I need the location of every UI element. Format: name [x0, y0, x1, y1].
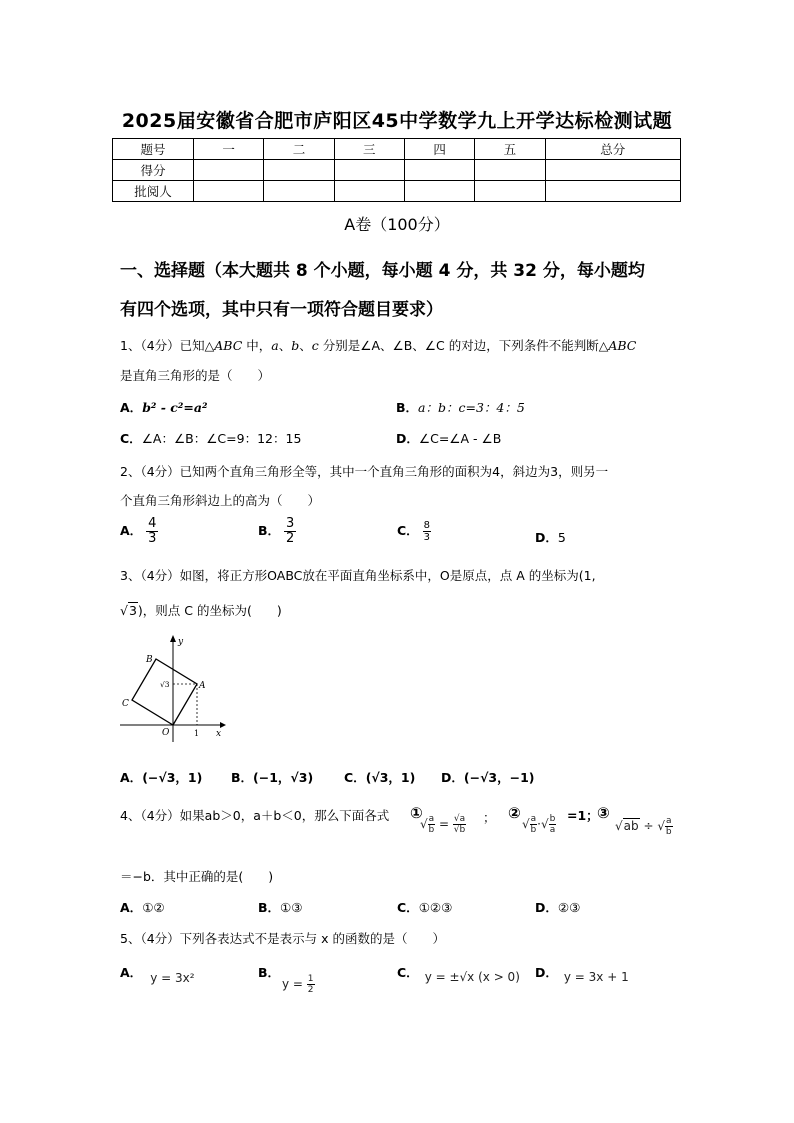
q2-stem-line2: 个直角三角形斜边上的高为（ ） [120, 493, 321, 508]
score-cell [334, 181, 404, 202]
q1-text: 、 [278, 338, 292, 353]
denominator: 2 [307, 985, 314, 995]
option-text: (−√3，−1) [463, 770, 535, 785]
option-label: C． [397, 965, 419, 980]
q1-var: b [291, 338, 300, 353]
score-table [112, 138, 681, 202]
option-label: A． [120, 965, 143, 980]
option-label: B． [258, 900, 281, 915]
score-cell [194, 181, 264, 202]
score-cell [194, 160, 264, 181]
q4-formula-2: √ $\frac{a}{b}$ ·√ $\frac{b}{a}$ [522, 814, 556, 835]
part1-heading-line1: 一、选择题（本大题共 8 个小题，每小题 4 分，共 32 分，每小题均 [120, 261, 645, 281]
equals-sign: = [439, 817, 450, 831]
score-cell [334, 160, 404, 181]
score-row-label: 得分 [113, 160, 194, 181]
label-a: A [199, 681, 206, 691]
option-formula: y = [282, 977, 307, 991]
option-text: a：b：c=3：4：5 [418, 400, 525, 415]
sqrt-icon: √ [615, 819, 623, 833]
option-text: ①② [142, 900, 165, 915]
q5-option-b[interactable] [258, 963, 280, 981]
fraction: $\frac{a}{b}$ [665, 816, 672, 837]
option-text: ①②③ [418, 900, 453, 915]
q4-mark3: ③ [597, 804, 610, 822]
page-title: 2025届安徽省合肥市庐阳区45中学数学九上开学达标检测试题 [121, 110, 673, 132]
sqrt-radicand: ab [623, 819, 639, 833]
sqrt-icon: √ [541, 817, 549, 831]
q4-option-b[interactable] [258, 898, 302, 916]
option-text: b² - c²=a² [142, 400, 208, 415]
option-formula: y = 3x + 1 [563, 970, 629, 984]
q5-option-d[interactable] [535, 963, 629, 984]
fraction [146, 517, 158, 546]
option-text: ∠C=∠A - ∠B [418, 431, 502, 446]
q1-text: 分别是∠A、∠B、∠C 的对边，下列条件不能判断△ [318, 338, 609, 353]
score-row-label: 批阅人 [113, 181, 194, 202]
numerator: 1 [307, 974, 314, 984]
score-table-row [113, 160, 681, 181]
q4-formula-3: √ab ÷ √ $\frac{a}{b}$ [615, 816, 672, 837]
q4-option-c[interactable] [397, 898, 452, 916]
q1-var: a [271, 338, 279, 353]
option-label: B． [396, 400, 419, 415]
q3-option-c[interactable] [344, 768, 415, 786]
q1-var: ABC [608, 338, 637, 353]
q1-stem-line2: 是直角三角形的是（ ） [120, 368, 271, 383]
sqrt-icon: √ [657, 819, 665, 833]
q4-stem-line2: ＝−b．其中正确的是( ) [120, 869, 274, 884]
score-cell [404, 160, 474, 181]
score-cell [475, 160, 545, 181]
option-label: D． [441, 770, 464, 785]
option-formula: y = 3x² [150, 971, 195, 985]
numerator: 4 [148, 516, 157, 531]
fraction [423, 520, 431, 543]
option-label: A． [120, 900, 143, 915]
q1-var: c [311, 338, 319, 353]
y-axis-arrow-icon [170, 635, 176, 642]
label-y: y [178, 637, 184, 647]
denominator: 3 [148, 531, 157, 546]
q4-mark2: ② [508, 804, 521, 822]
option-label: D． [535, 900, 558, 915]
q1-text: 、 [299, 338, 312, 353]
score-header-cell: 一 [194, 139, 264, 160]
q1-option-b[interactable] [396, 398, 525, 416]
score-header-cell: 题号 [113, 139, 194, 160]
fraction: $\frac{a}{b}$ [428, 814, 435, 835]
q3-stem-line1: 3、（4分）如图，将正方形OABC放在平面直角坐标系中，O是原点，点 A 的坐标为(1, [120, 568, 596, 583]
q3-option-b[interactable] [231, 768, 313, 786]
q3-square-figure [116, 632, 226, 744]
label-o: O [162, 728, 170, 738]
q3-text: )，则点 C 的坐标为( ) [137, 603, 282, 618]
score-cell [475, 181, 545, 202]
option-label: D． [535, 530, 558, 545]
option-text: (−√3，1) [142, 770, 203, 785]
section-a-heading: A卷（100分） [344, 215, 450, 234]
option-text: 5 [557, 530, 566, 545]
score-table-row [113, 181, 681, 202]
score-header-cell: 三 [334, 139, 404, 160]
score-header-cell: 四 [404, 139, 474, 160]
score-table-header-row [113, 139, 681, 160]
option-text: (√3，1) [365, 770, 416, 785]
q4-formula-1 [420, 814, 466, 835]
q4-mark1: ① [410, 804, 423, 822]
option-text: ②③ [557, 900, 581, 915]
sqrt-radicand: 3 [128, 603, 137, 618]
option-label: D． [396, 431, 419, 446]
label-x: x [216, 729, 222, 739]
fraction [284, 517, 296, 546]
option-label: D． [535, 965, 558, 980]
option-label: C． [397, 900, 419, 915]
q1-var: ABC [214, 338, 243, 353]
q4-separator: ； [483, 810, 496, 825]
option-label: B． [258, 523, 281, 538]
sqrt-icon: √ [522, 817, 530, 831]
x-axis-arrow-icon [220, 722, 226, 728]
q2-option-a[interactable] [120, 517, 158, 546]
q3-option-a[interactable] [120, 768, 202, 786]
q4-option-d[interactable] [535, 898, 580, 916]
score-cell [264, 160, 334, 181]
label-one: 1 [194, 729, 200, 738]
score-header-cell: 二 [264, 139, 334, 160]
square-oabc [132, 659, 197, 725]
option-label: A． [120, 770, 143, 785]
label-sqrt3: √3 [160, 680, 170, 689]
label-b: B [146, 655, 153, 665]
q4-option-a[interactable] [120, 898, 165, 916]
q5-option-b-formula [282, 974, 315, 995]
q1-text: 1、（4分）已知△ [120, 338, 215, 353]
option-label: A． [120, 523, 143, 538]
q1-option-d[interactable] [396, 429, 501, 447]
q4-eq1: =1； [567, 808, 599, 823]
numerator: 3 [286, 516, 295, 531]
q3-option-d[interactable] [441, 768, 535, 786]
score-header-cell: 五 [475, 139, 545, 160]
fraction [307, 974, 315, 995]
score-header-cell: 总分 [545, 139, 680, 160]
q2-option-d[interactable] [535, 528, 566, 546]
numerator: 8 [423, 520, 431, 531]
fraction: $\frac{b}{a}$ [549, 814, 556, 835]
sqrt-icon: √ [420, 817, 428, 831]
q2-option-c[interactable] [397, 520, 431, 543]
fraction: $\frac{√a}{√b}$ [453, 814, 466, 835]
q1-option-a[interactable] [120, 398, 207, 416]
q2-option-b[interactable] [258, 517, 296, 546]
q5-option-c[interactable] [397, 963, 520, 984]
q1-text: 中， [242, 338, 272, 353]
score-cell [264, 181, 334, 202]
option-text: (−1，√3) [253, 770, 314, 785]
q2-stem-line1: 2、（4分）已知两个直角三角形全等，其中一个直角三角形的面积为4，斜边为3，则另一 [120, 464, 609, 479]
option-formula: y = ±√x (x > 0) [424, 970, 520, 984]
denominator: 3 [423, 532, 431, 543]
denominator: 2 [286, 531, 295, 546]
label-c: C [122, 699, 129, 709]
option-label: C． [397, 523, 419, 538]
option-text: ①③ [280, 900, 303, 915]
score-cell [545, 160, 680, 181]
q5-option-a[interactable] [120, 963, 195, 985]
score-cell [545, 181, 680, 202]
q1-stem-line1 [120, 336, 636, 354]
option-label: A． [120, 400, 143, 415]
option-label: C． [120, 431, 142, 446]
part1-heading-line2: 有四个选项，其中只有一项符合题目要求） [120, 300, 443, 320]
option-text: ∠A：∠B：∠C=9：12：15 [141, 431, 302, 446]
option-label: C． [344, 770, 366, 785]
q3-stem-line2: √3)，则点 C 的坐标为( ) [120, 603, 282, 618]
q5-stem-line1: 5、（4分）下列各表达式不是表示与 x 的函数的是（ ） [120, 931, 446, 946]
q4-stem-line1: 4、（4分）如果ab＞0，a＋b＜0，那么下面各式 [120, 808, 390, 823]
q1-option-c[interactable] [120, 429, 301, 447]
fraction: $\frac{a}{b}$ [530, 814, 537, 835]
option-label: B． [231, 770, 254, 785]
score-cell [404, 181, 474, 202]
option-label: B． [258, 965, 281, 980]
